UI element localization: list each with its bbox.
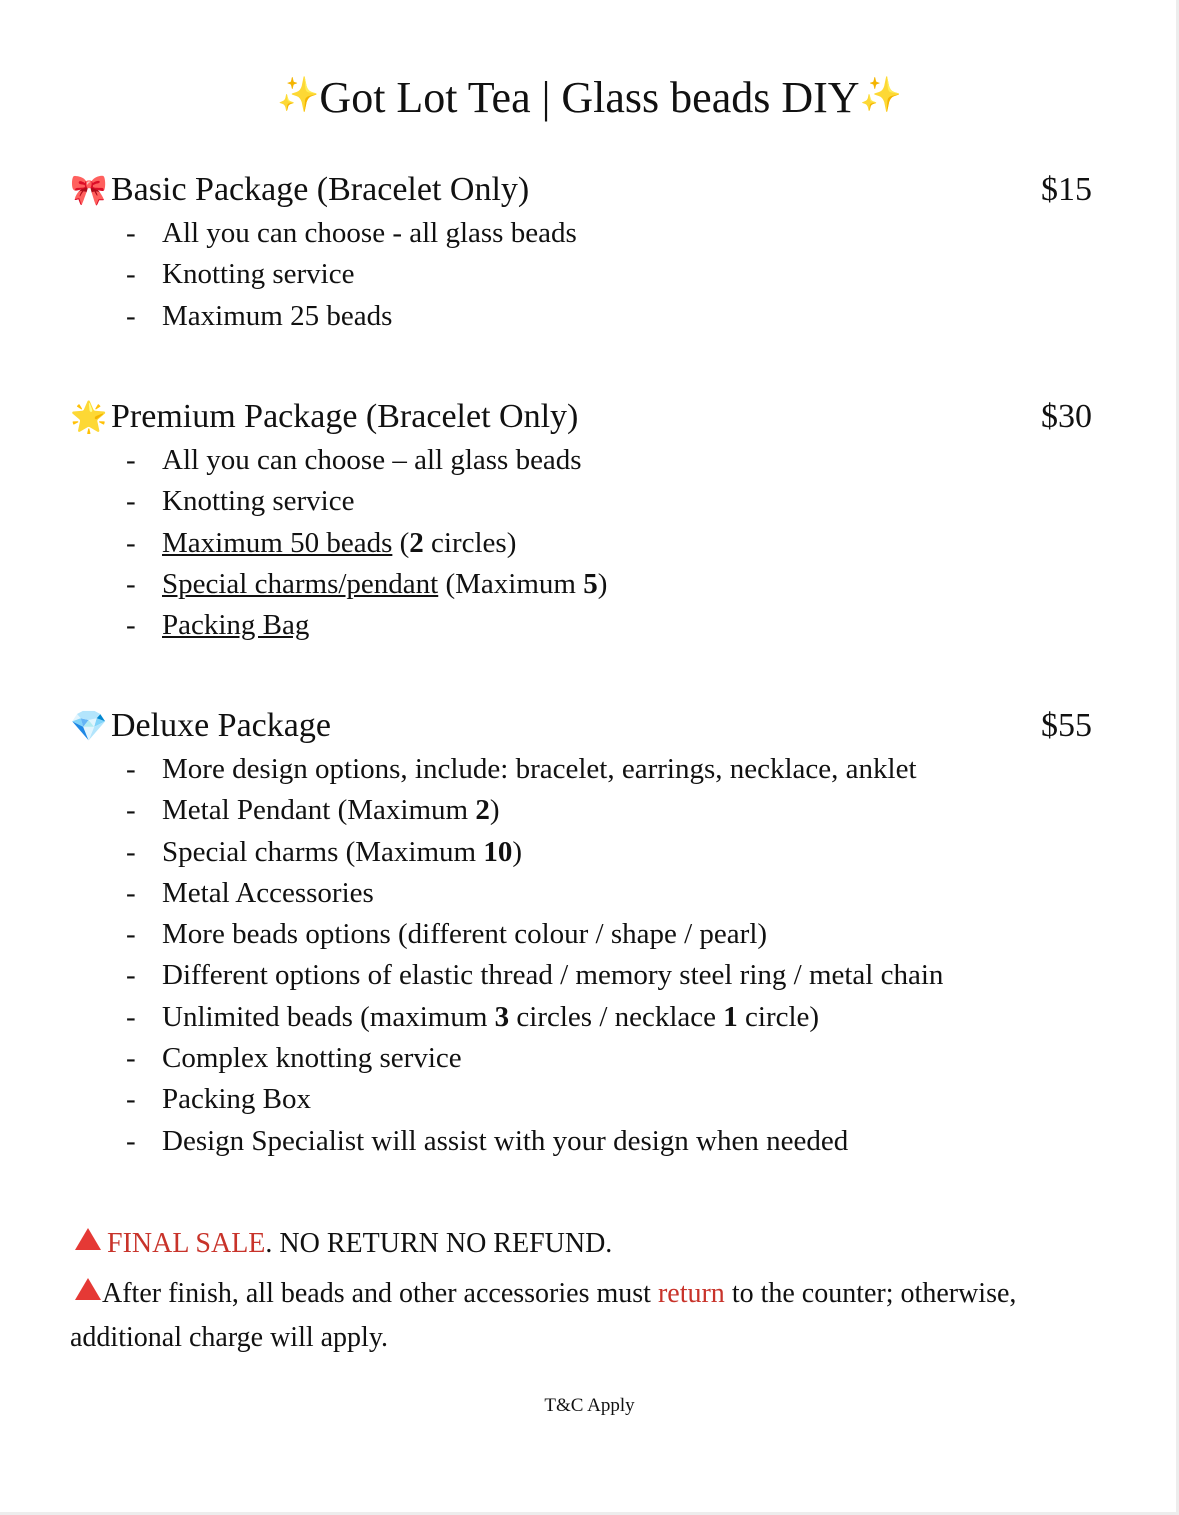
list-item [70, 605, 1092, 646]
list-item [70, 213, 1092, 254]
package-name: Deluxe Package [111, 707, 331, 744]
bold-number: 10 [483, 835, 513, 868]
package-header [70, 394, 1092, 440]
item-text: More design options, include: bracelet, earrings, necklace, anklet [162, 753, 917, 785]
sparkle-icon: ✨ [277, 77, 320, 114]
item-text: Complex knotting service [162, 1042, 462, 1075]
item-text: All you can choose - all glass beads [162, 217, 577, 249]
item-text: Maximum 25 beads [162, 299, 393, 332]
underlined-text: Maximum 50 beads [162, 526, 393, 559]
glowing-star-icon: 🌟 [70, 401, 108, 434]
bold-number: 3 [494, 1000, 510, 1033]
package-name: Basic Package (Bracelet Only) [111, 171, 530, 208]
item-text: All you can choose – all glass beads [162, 444, 582, 476]
bold-number: 5 [583, 567, 598, 600]
bullet-dash: - [126, 876, 136, 909]
list-item [70, 296, 1092, 337]
list-item [70, 914, 1092, 955]
item-text: Design Specialist will assist with your design when needed [162, 1124, 849, 1157]
package-header [70, 703, 1092, 749]
list-item [70, 440, 1092, 481]
list-item [70, 790, 1092, 831]
item-text-part: Metal Pendant (Maximum [162, 794, 476, 827]
bullet-dash: - [126, 918, 136, 951]
bullet-dash: - [126, 299, 136, 332]
list-item [70, 832, 1092, 873]
list-item [70, 1121, 1092, 1162]
list-item [70, 1038, 1092, 1079]
premium-package-section [70, 394, 1092, 646]
item-text-part: (Maximum [438, 567, 584, 600]
bullet-dash: - [126, 1083, 136, 1116]
list-item [70, 254, 1092, 295]
item-text: Knotting service [162, 485, 355, 518]
package-header [70, 167, 1092, 213]
return-text: After finish, all beads and other accessories must [102, 1278, 658, 1309]
terms-footer: T&C Apply [544, 1395, 635, 1416]
page-title [0, 66, 1179, 128]
final-sale-highlight: FINAL SALE [107, 1228, 266, 1259]
package-item-list [70, 749, 1092, 1162]
item-text [162, 605, 309, 646]
bullet-dash: - [126, 258, 136, 291]
return-text: to the counter; otherwise, additional charge will apply. [70, 1278, 1017, 1353]
bullet-dash: - [126, 609, 136, 642]
ribbon-icon: 🎀 [70, 174, 108, 207]
item-text: More beads options (different colour / shape / pearl) [162, 918, 768, 951]
item-text: Different options of elastic thread / memory steel ring / metal chain [162, 959, 944, 992]
item-text-part: ( [392, 526, 410, 559]
final-sale-notice [70, 1222, 1110, 1266]
sparkle-icon: ✨ [859, 77, 902, 114]
item-text: Packing Box [162, 1083, 312, 1116]
bullet-dash: - [126, 1000, 136, 1033]
package-price: $15 [1041, 171, 1092, 208]
item-text-part: Unlimited beads (maximum [162, 1000, 495, 1033]
bullet-dash: - [126, 217, 136, 249]
package-item-list [70, 440, 1092, 646]
bold-number: 2 [475, 794, 490, 827]
item-text-part: circle) [737, 1000, 820, 1033]
bullet-dash: - [126, 753, 136, 785]
item-text [162, 564, 607, 605]
item-text-part: ) [512, 835, 523, 868]
package-name: Premium Package (Bracelet Only) [111, 398, 579, 435]
list-item [70, 749, 1092, 790]
basic-package-section [70, 167, 1092, 337]
item-text: Knotting service [162, 258, 355, 291]
item-text [162, 832, 522, 873]
bullet-dash: - [126, 1042, 136, 1075]
bullet-dash: - [126, 1124, 136, 1157]
final-sale-text: . NO RETURN NO REFUND. [265, 1228, 613, 1259]
bullet-dash: - [126, 526, 136, 559]
underlined-text: Packing Bag [162, 609, 310, 642]
item-text: Metal Accessories [162, 876, 374, 909]
item-text [162, 790, 499, 831]
page-title-text: Got Lot Tea | Glass beads DIY [319, 73, 860, 122]
item-text [162, 523, 516, 564]
warning-triangle-icon [75, 1228, 101, 1250]
bullet-dash: - [126, 444, 136, 476]
list-item [70, 955, 1092, 996]
package-price: $30 [1041, 398, 1092, 435]
item-text [162, 997, 819, 1038]
item-text-part: Special charms (Maximum [162, 835, 484, 868]
item-text-part: circles / necklace [509, 1000, 724, 1033]
bullet-dash: - [126, 567, 136, 600]
bullet-dash: - [126, 835, 136, 868]
bullet-dash: - [126, 485, 136, 518]
list-item [70, 997, 1092, 1038]
bullet-dash: - [126, 794, 136, 827]
item-text-part: ) [597, 567, 608, 600]
gem-icon: 💎 [70, 710, 108, 743]
return-highlight: return [657, 1278, 725, 1309]
warning-triangle-icon [75, 1278, 101, 1300]
item-text-part: circles) [423, 526, 517, 559]
bold-number: 1 [723, 1000, 738, 1033]
package-item-list [70, 213, 1092, 337]
deluxe-package-section [70, 703, 1092, 1162]
list-item [70, 873, 1092, 914]
list-item [70, 481, 1092, 522]
bold-number: 2 [409, 526, 424, 559]
list-item [70, 564, 1092, 605]
item-text-part: ) [489, 794, 500, 827]
package-price: $55 [1041, 707, 1092, 744]
bullet-dash: - [126, 959, 136, 992]
underlined-text: Special charms/pendant [162, 567, 439, 600]
list-item [70, 1079, 1092, 1120]
return-notice [70, 1272, 1110, 1360]
list-item [70, 523, 1092, 564]
